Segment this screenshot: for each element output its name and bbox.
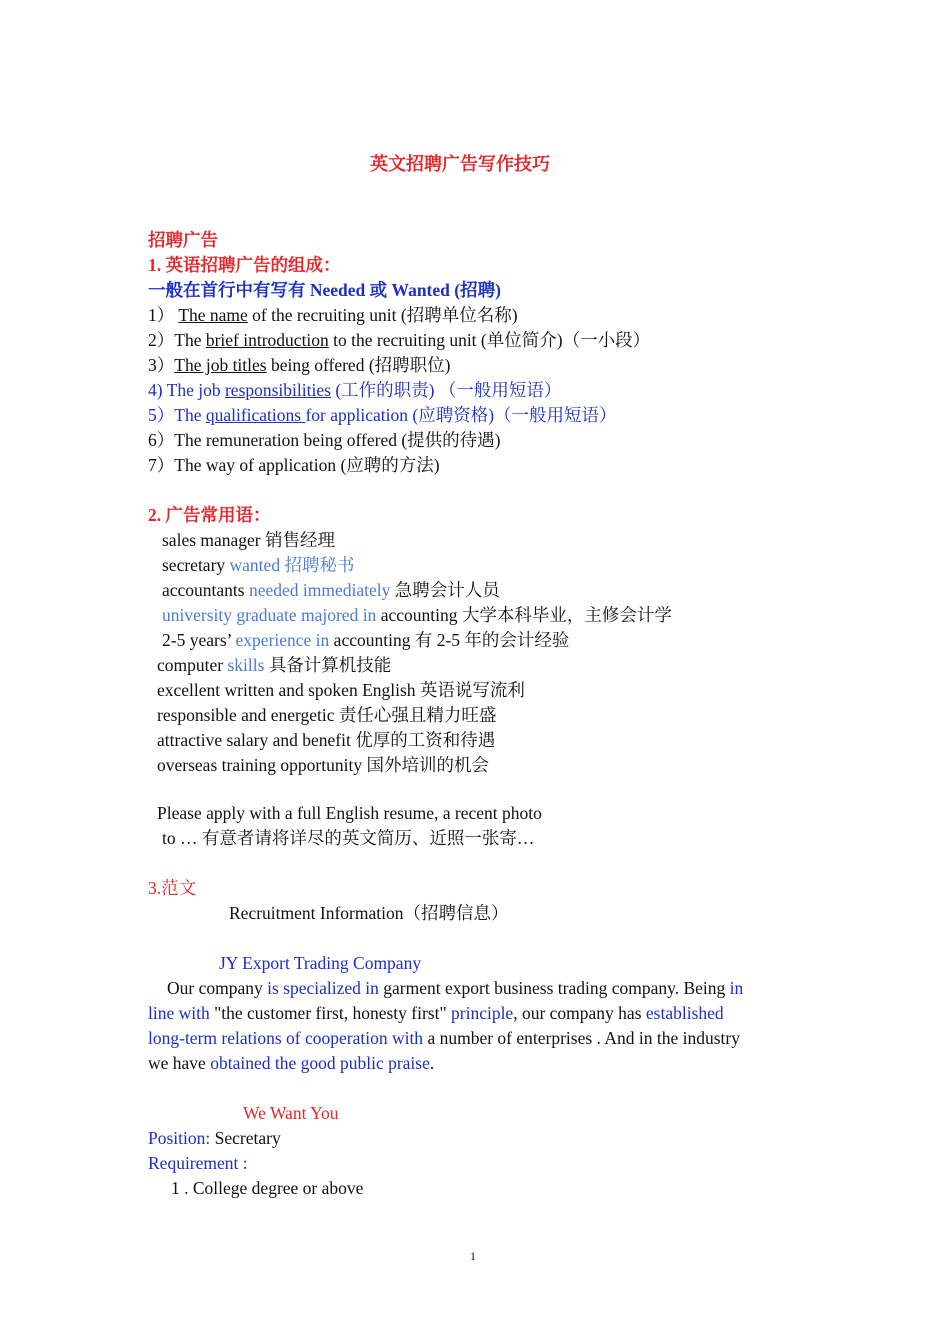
phrase-line-6 [157,653,391,678]
phrase-line-5 [162,628,569,653]
para-text: , our company has [513,1003,646,1023]
item-text: 1） [148,305,179,325]
phrase-line-8: responsible and energetic 责任心强且精力旺盛 [157,705,497,725]
phrase-highlight: university graduate majored in [162,605,377,625]
item-key-term: qualifications [205,405,306,425]
item-text: 5）The [148,405,206,425]
phrase-line-9: attractive salary and benefit 优厚的工资和待遇 [157,730,496,750]
component-item-6: 6）The remuneration being offered (提供的待遇) [148,430,501,450]
phrase-line-7: excellent written and spoken English 英语说写流利 [157,680,525,700]
item-key-term: responsibilities [224,380,331,400]
component-item-5 [148,403,617,428]
item-text: 2）The [148,330,206,350]
company-name: JY Export Trading Company [219,953,422,973]
component-item-4 [148,378,561,403]
item-key-term: brief introduction [205,330,329,350]
para-text: "the customer first, honesty first" [209,1003,451,1023]
section-1-note: 一般在首行中有写有 Needed 或 Wanted (招聘) [148,280,501,300]
item-key-term: The name [178,305,248,325]
item-key-term: The job titles [174,355,267,375]
para-text: we have [148,1053,211,1073]
section-1-heading: 1. 英语招聘广告的组成： [148,255,341,275]
sample-paragraph-line-4 [148,1051,434,1076]
phrase-highlight: skills [227,655,265,675]
phrase-line-2 [162,553,354,578]
item-text: (工作的职责) （一般用短语） [330,380,562,400]
phrase-text: accounting 有 2-5 年的会计经验 [329,630,570,650]
phrase-text: 具备计算机技能 [264,655,392,675]
phrase-line-1: sales manager 销售经理 [162,530,336,550]
component-item-7: 7）The way of application (应聘的方法) [148,455,440,475]
para-highlight: line with [148,1003,210,1023]
we-want-you-heading: We Want You [243,1103,339,1123]
phrase-highlight: experience in [235,630,330,650]
position-label: Position: [148,1128,211,1148]
sample-paragraph-line-2 [148,1001,724,1026]
item-text: to the recruiting unit (单位简介)（一小段） [328,330,651,350]
position-value: Secretary [210,1128,281,1148]
sample-paragraph-line-1 [167,976,743,1001]
phrase-text: computer [157,655,228,675]
para-text: . [429,1053,435,1073]
requirement-item-1: 1 . College degree or above [171,1178,364,1198]
phrase-text: accountants [162,580,249,600]
apply-instruction: Please apply with a full English resume, a recent photo [157,803,542,823]
recruitment-info-title: Recruitment Information（招聘信息） [229,903,509,923]
phrase-line-3 [162,578,500,603]
phrase-highlight: needed immediately [248,580,391,600]
item-text: 4) The job [148,380,225,400]
para-text: Our company [167,978,268,998]
phrase-text: 2-5 years’ [162,630,236,650]
phrase-line-10: overseas training opportunity 国外培训的机会 [157,755,489,775]
sample-paragraph-line-3 [148,1026,740,1051]
para-highlight: in [729,978,744,998]
document-title: 英文招聘广告写作技巧 [370,154,550,174]
heading-recruitment-ad: 招聘广告 [148,230,218,250]
para-text: a number of enterprises . And in the industry [423,1028,740,1048]
component-item-3 [148,353,450,378]
requirement-label: Requirement : [148,1153,248,1173]
para-highlight: obtained the good public praise [210,1053,430,1073]
item-text: being offered (招聘职位) [266,355,451,375]
phrase-text: accounting 大学本科毕业，主修会计学 [376,605,672,625]
position-line [148,1126,281,1151]
page-number: 1 [470,1249,476,1263]
para-highlight: is specialized in [267,978,379,998]
para-text: garment export business trading company. Being [378,978,730,998]
section-3-heading: 3.范文 [148,878,197,898]
component-item-1 [148,303,518,328]
phrase-text: secretary [162,555,230,575]
item-text: 3） [148,355,175,375]
item-text: of the recruiting unit (招聘单位名称) [247,305,518,325]
para-highlight: long-term relations of cooperation with [148,1028,424,1048]
phrase-text: 急聘会计人员 [390,580,500,600]
component-item-2 [148,328,650,353]
para-highlight: principle [451,1003,514,1023]
section-2-heading: 2. 广告常用语： [148,505,271,525]
item-text: for application (应聘资格)（一般用短语） [305,405,617,425]
para-highlight: established [645,1003,724,1023]
apply-instruction-cn: to … 有意者请将详尽的英文简历、近照一张寄… [162,828,535,848]
phrase-line-4 [162,603,672,628]
phrase-highlight: wanted 招聘秘书 [229,555,355,575]
